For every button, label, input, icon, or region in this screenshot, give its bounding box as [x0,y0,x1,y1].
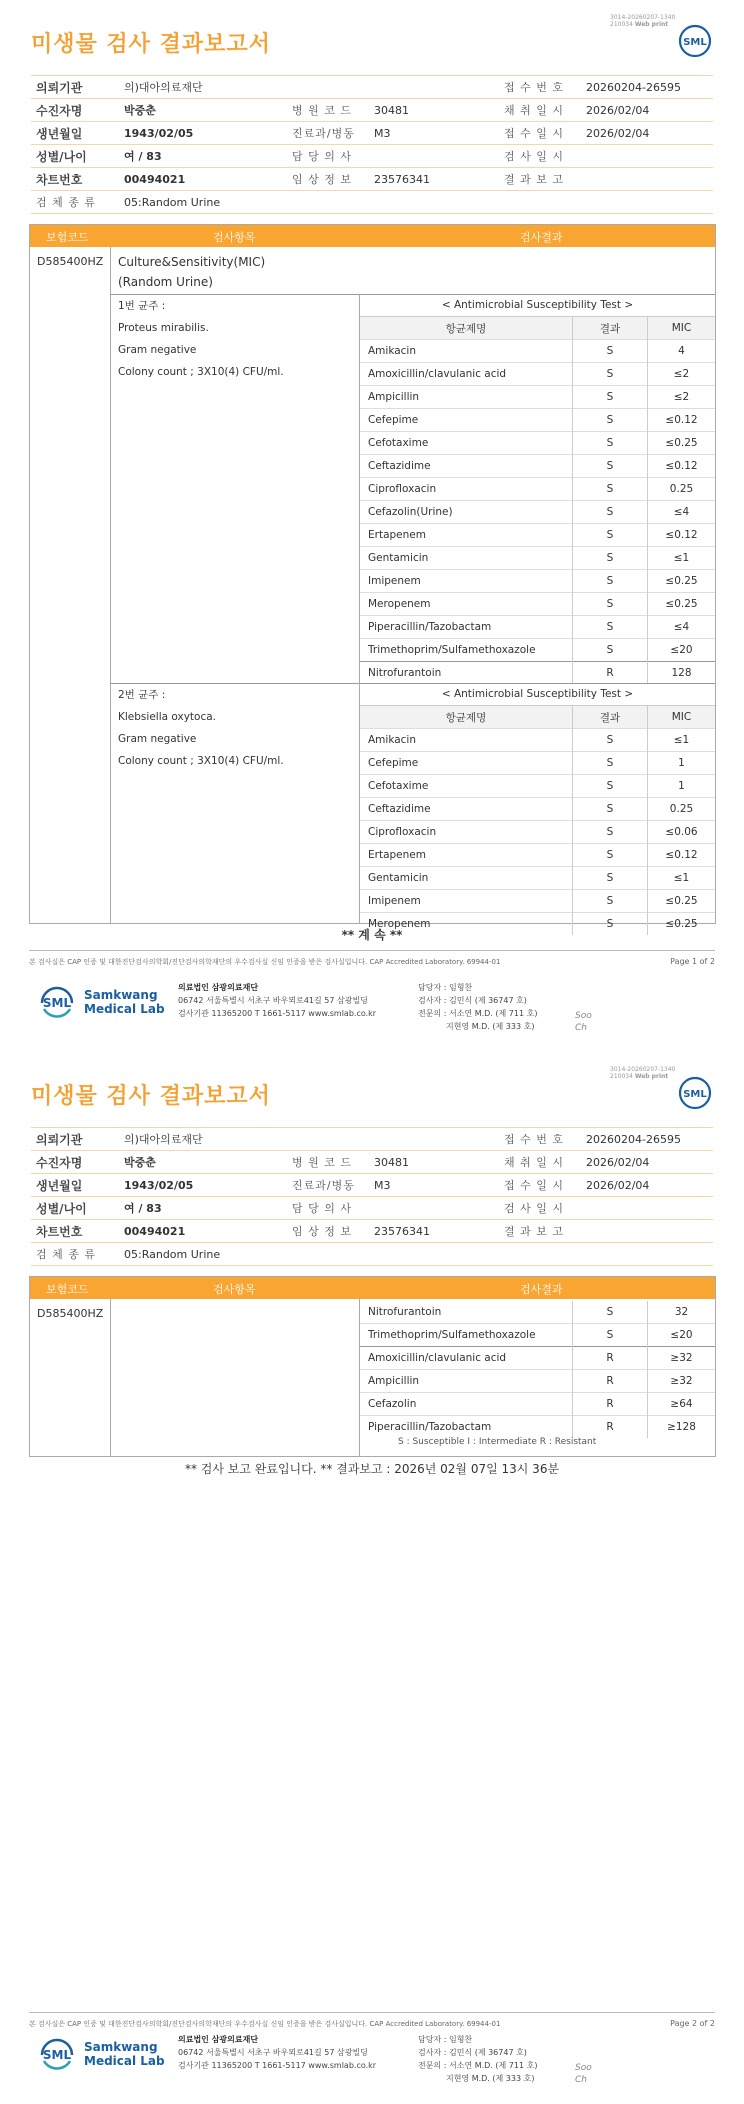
mic-value: 0.25 [648,478,716,501]
clin-label: 임 상 정 보 [287,168,369,191]
drug-name: Cefotaxime [360,432,573,455]
svg-text:SML: SML [683,1089,707,1100]
gram-stain: Gram negative [118,733,197,745]
ast-row [360,1347,715,1370]
mic-value: ≤0.12 [648,844,716,867]
mic-value: 32 [674,1306,689,1318]
mic-value: 1 [648,752,716,775]
result-legend: S : Susceptible I : Intermediate R : Resistant [398,1437,597,1447]
mic-value: ≤2 [648,386,716,409]
gram-stain: Gram negative [118,344,197,356]
susceptibility-result: S [573,478,648,501]
drug-name: Ampicillin [360,386,573,409]
sex-label: 성별/나이 [31,1197,119,1220]
signature [575,1010,592,1034]
clin-label: 임 상 정 보 [287,1220,369,1243]
sml-logo-icon [36,982,78,1024]
sex-value: 여 / 83 [119,145,287,168]
susceptibility-result: S [573,1301,648,1324]
susceptibility-result: S [573,524,648,547]
susceptibility-result: S [573,432,648,455]
susceptibility-result: S [573,913,648,936]
lab-name: 의료법인 삼광의료재단 [178,2035,259,2044]
hospcode-value: 30481 [369,99,499,122]
susceptibility-result: S [573,547,648,570]
recv-date-label: 접 수 일 시 [499,1174,581,1197]
hospcode-label: 병 원 코 드 [287,99,369,122]
brand-line2: Medical Lab [84,2054,165,2068]
collect-value: 2026/02/04 [581,1151,713,1174]
hospcode-value: 30481 [369,1151,499,1174]
drug-name: Amikacin [360,340,573,363]
dept-value: M3 [369,122,499,145]
susceptibility-result: S [573,639,648,662]
clin-value: 23576341 [369,1220,499,1243]
susceptibility-result: S [573,752,648,775]
ast-row [360,729,715,752]
header-result: 검사결과 [520,1283,563,1296]
mic-value: 1 [648,775,716,798]
ast-row [360,409,715,432]
susceptibility-result: S [573,386,648,409]
ast-row [360,775,715,798]
drug-name: Cefepime [360,752,573,775]
collect-label: 채 취 일 시 [499,1151,581,1174]
ast-row [360,890,715,913]
ast-row [360,798,715,821]
org-value: 의)대아의료재단 [119,1128,499,1151]
continued-note: ** 계 속 ** [341,928,403,942]
susceptibility-result: S [573,570,648,593]
ast-row [360,478,715,501]
susceptibility-result: R [573,1370,648,1393]
recv-no-value: 20260204-26595 [581,1128,713,1151]
susceptibility-result: S [573,867,648,890]
hospcode-label: 병 원 코 드 [287,1151,369,1174]
ast-row [360,821,715,844]
drug-name: Ceftazidime [360,455,573,478]
col-drug: 항균제명 [360,706,573,729]
report-value [581,168,713,191]
susceptibility-result: S [573,593,648,616]
drug-name: Nitrofurantoin [360,662,573,685]
sex-label: 성별/나이 [31,145,119,168]
mic-value: ≤0.12 [648,409,716,432]
sex-value: 여 / 83 [119,1197,287,1220]
mic-value: ≤1 [648,547,716,570]
staff-line4: 지현영 M.D. (제 333 호) [418,1022,535,1031]
susceptibility-result: S [573,729,648,752]
brand-line1: Samkwang [84,988,158,1002]
header-result: 검사결과 [520,231,563,244]
organism-name: Klebsiella oxytoca. [118,711,216,723]
ast-row [360,547,715,570]
cert-text: 본 검사실은 CAP 인증 및 대한진단검사의학회/진단검사의학재단의 우수검사실 신임 인증을 받은 검사실입니다. CAP Accredited Laboratory. 69944-01 [29,2020,501,2028]
birth-value: 1943/02/05 [119,1174,287,1197]
mic-value: ≥128 [648,1416,716,1439]
lab-info [178,2033,376,2072]
test-name-line1: Culture&Sensitivity(MIC) [118,255,266,269]
print-stamp-line1: 3014-20260207-1340 [610,1066,676,1073]
drug-name: Meropenem [360,913,573,936]
ast-row [360,501,715,524]
report-page-1 [0,0,744,1033]
brand-line2: Medical Lab [84,1002,165,1016]
drug-name: Nitrofurantoin [360,1301,573,1324]
mic-value: ≥32 [648,1347,716,1370]
brand-name [84,988,165,1016]
report-page-2 [0,1052,744,2104]
doctor-label: 담 당 의 사 [287,1197,369,1220]
test-date-value [581,1197,713,1220]
susceptibility-result: S [573,890,648,913]
drug-name: Trimethoprim/Sulfamethoxazole [360,639,573,662]
col-divider [110,247,111,923]
susceptibility-result: S [573,798,648,821]
recv-no-value: 20260204-26595 [581,76,713,99]
header-item: 검사항목 [213,231,256,244]
mic-value: ≤2 [648,363,716,386]
drug-name: Ertapenem [360,524,573,547]
signature [575,2062,592,2086]
birth-label: 생년월일 [31,122,119,145]
ast-row [360,363,715,386]
recv-date-label: 접 수 일 시 [499,122,581,145]
signature-1: Soo [575,1011,592,1021]
print-stamp-line2: 210034 Web print [610,1073,669,1080]
ast-row [360,1416,715,1439]
lab-contact: 검사기관 11365200 T 1661-5117 www.smlab.co.kr [178,1009,377,1018]
drug-name: Cefotaxime [360,775,573,798]
mic-value: ≤0.25 [648,432,716,455]
ast-table-1 [360,294,715,684]
page-number: Page 2 of 2 [670,2019,715,2028]
footer-cert [29,950,715,981]
brand-block [36,2034,166,2074]
insurance-code: D585400HZ [37,1307,104,1320]
name-value: 박중춘 [119,99,287,122]
doctor-value [369,1197,499,1220]
signature-1: Soo [575,2063,592,2073]
drug-name: Imipenem [360,570,573,593]
staff-line3: 전문의 : 서소연 M.D. (제 711 호) [418,1009,538,1018]
test-date-label: 검 사 일 시 [499,1197,581,1220]
ast-row [360,616,715,639]
ast-table-2 [360,683,715,935]
susceptibility-result: R [573,1347,648,1370]
name-label: 수진자명 [31,99,119,122]
mic-value: ≤0.25 [648,913,716,936]
susceptibility-result: R [573,1393,648,1416]
drug-name: Meropenem [360,593,573,616]
test-date-label: 검 사 일 시 [499,145,581,168]
patient-info-table [31,1127,713,1266]
ast-row [360,1301,715,1324]
mic-value: ≤0.25 [648,570,716,593]
col-result: 결과 [573,317,648,340]
svg-text:SML: SML [42,2048,72,2062]
isolate-label: 1번 균주 : [118,300,166,312]
staff-line1: 담당자 : 임형찬 [418,2035,473,2044]
sml-logo-icon [678,1076,712,1110]
sml-logo-icon [36,2034,78,2076]
susceptibility-result: S [573,455,648,478]
drug-name: Amoxicillin/clavulanic acid [360,1347,573,1370]
recv-no-label: 접 수 번 호 [499,76,581,99]
svg-text:SML: SML [683,37,707,48]
result-table [29,224,716,930]
recv-date-value: 2026/02/04 [581,1174,713,1197]
result-table [29,1276,716,1457]
susceptibility-result: S [573,616,648,639]
staff-line2: 검사자 : 김민식 (제 36747 호) [418,2048,527,2057]
ast-row [360,752,715,775]
print-stamp-line1: 3014-20260207-1340 [610,14,676,21]
print-stamp-line2: 210034 Web print [610,21,669,28]
chart-label: 차트번호 [31,168,119,191]
brand-name [84,2040,165,2068]
test-date-value [581,145,713,168]
ast-row [360,524,715,547]
name-value: 박중춘 [119,1151,287,1174]
susceptibility-result: S [573,363,648,386]
susceptibility-result: S [573,775,648,798]
mic-value: ≤20 [648,1324,716,1347]
drug-name: Gentamicin [360,547,573,570]
ast-caption: < Antimicrobial Susceptibility Test > [441,688,634,700]
colony-count: Colony count ; 3X10(4) CFU/ml. [118,366,284,378]
drug-name: Cefazolin [360,1393,573,1416]
susceptibility-result: S [573,821,648,844]
mic-value: ≤4 [648,501,716,524]
isolate-label: 2번 균주 : [118,689,166,701]
patient-info-table [31,75,713,214]
drug-name: Ciprofloxacin [360,821,573,844]
lab-address: 06742 서울특별시 서초구 바우뫼로41길 57 삼광빌딩 [178,2048,368,2057]
doctor-label: 담 당 의 사 [287,145,369,168]
brand-line1: Samkwang [84,2040,158,2054]
isolate2-info [118,684,284,772]
page-number: Page 1 of 2 [670,957,715,966]
specimen-label: 검 체 종 류 [31,1243,119,1266]
drug-name: Ertapenem [360,844,573,867]
ast-row [360,570,715,593]
staff-line3: 전문의 : 서소연 M.D. (제 711 호) [418,2061,538,2070]
dept-value: M3 [369,1174,499,1197]
ast-row [360,593,715,616]
chart-value: 00494021 [119,1220,287,1243]
mic-value: ≤0.25 [648,593,716,616]
ast-row [360,340,715,363]
staff-line2: 검사자 : 김민식 (제 36747 호) [418,996,527,1005]
report-label: 결 과 보 고 [499,168,581,191]
col-mic: MIC [648,317,716,340]
report-title: 미생물 검사 결과보고서 [31,32,271,57]
ast-row [360,1324,715,1347]
ast-row [360,639,715,662]
name-label: 수진자명 [31,1151,119,1174]
collect-value: 2026/02/04 [581,99,713,122]
report-value [581,1220,713,1243]
susceptibility-result: S [573,1324,648,1347]
report-complete-note: ** 검사 보고 완료입니다. ** 결과보고 : 2026년 02월 07일 13시 36분 [184,1462,560,1476]
drug-name: Ciprofloxacin [360,478,573,501]
chart-label: 차트번호 [31,1220,119,1243]
doctor-value [369,145,499,168]
mic-value: ≥64 [648,1393,716,1416]
header-item: 검사항목 [213,1283,256,1296]
susceptibility-result: S [573,844,648,867]
mic-value: ≤0.12 [648,524,716,547]
staff-line1: 담당자 : 임형찬 [418,983,473,992]
drug-name: Gentamicin [360,867,573,890]
mic-value: ≤20 [648,639,716,662]
lab-name: 의료법인 삼광의료재단 [178,983,259,992]
ast-table-2-cont [360,1301,715,1438]
drug-name: Amikacin [360,729,573,752]
sml-logo-icon [678,24,712,58]
drug-name: Ampicillin [360,1370,573,1393]
header-code: 보험코드 [46,1283,89,1296]
test-name-line2: (Random Urine) [118,275,213,289]
drug-name: Piperacillin/Tazobactam [360,1416,573,1439]
specimen-label: 검 체 종 류 [31,191,119,214]
drug-name: Trimethoprim/Sulfamethoxazole [360,1324,573,1347]
svg-text:SML: SML [42,996,72,1010]
drug-name: Piperacillin/Tazobactam [360,616,573,639]
report-label: 결 과 보 고 [499,1220,581,1243]
chart-value: 00494021 [119,168,287,191]
isolate1-info [118,295,284,383]
staff-info [418,981,537,1033]
signature-2: Ch [575,2075,587,2085]
susceptibility-result: R [573,1416,648,1439]
birth-value: 1943/02/05 [119,122,287,145]
ast-row [360,662,715,685]
mic-value: ≤0.06 [648,821,716,844]
ast-row [360,867,715,890]
test-name [118,252,265,292]
result-table-header [30,225,715,247]
print-stamp [610,14,675,28]
col-result: 결과 [573,706,648,729]
susceptibility-result: S [573,409,648,432]
col-mic: MIC [648,706,716,729]
susceptibility-result: S [573,501,648,524]
mic-value: ≤0.25 [648,890,716,913]
staff-line4: 지현영 M.D. (제 333 호) [418,2074,535,2083]
col-divider [110,1299,111,1456]
ast-row [360,455,715,478]
mic-value: 128 [648,662,716,685]
print-stamp [610,1066,675,1080]
report-title: 미생물 검사 결과보고서 [31,1084,271,1109]
header-code: 보험코드 [46,231,89,244]
ast-caption: < Antimicrobial Susceptibility Test > [441,299,634,311]
drug-name: Cefepime [360,409,573,432]
recv-date-value: 2026/02/04 [581,122,713,145]
ast-row [360,432,715,455]
dept-label: 진료과/병동 [287,122,369,145]
organism-name: Proteus mirabilis. [118,322,209,334]
ast-row [360,1393,715,1416]
mic-value: ≤1 [648,867,716,890]
lab-info [178,981,376,1020]
signature-2: Ch [575,1023,587,1033]
clin-value: 23576341 [369,168,499,191]
collect-label: 채 취 일 시 [499,99,581,122]
staff-info [418,2033,537,2085]
drug-name: Cefazolin(Urine) [360,501,573,524]
mic-value: ≤1 [648,729,716,752]
insurance-code: D585400HZ [37,255,104,268]
specimen-value: 05:Random Urine [119,1243,713,1266]
dept-label: 진료과/병동 [287,1174,369,1197]
susceptibility-result: R [573,662,648,685]
lab-contact: 검사기관 11365200 T 1661-5117 www.smlab.co.kr [178,2061,377,2070]
recv-no-label: 접 수 번 호 [499,1128,581,1151]
ast-row [360,1370,715,1393]
drug-name: Imipenem [360,890,573,913]
mic-value: 0.25 [648,798,716,821]
cert-text: 본 검사실은 CAP 인증 및 대한진단검사의학회/진단검사의학재단의 우수검사실 신임 인증을 받은 검사실입니다. CAP Accredited Laboratory. 69944-01 [29,958,501,966]
mic-value: 4 [648,340,716,363]
org-value: 의)대아의료재단 [119,76,499,99]
org-label: 의뢰기관 [31,76,119,99]
col-drug: 항균제명 [360,317,573,340]
mic-value: ≤4 [648,616,716,639]
birth-label: 생년월일 [31,1174,119,1197]
mic-value: ≤0.12 [648,455,716,478]
drug-name: Amoxicillin/clavulanic acid [360,363,573,386]
org-label: 의뢰기관 [31,1128,119,1151]
specimen-value: 05:Random Urine [119,191,713,214]
ast-row [360,386,715,409]
susceptibility-result: S [573,340,648,363]
mic-value: ≥32 [648,1370,716,1393]
lab-address: 06742 서울특별시 서초구 바우뫼로41길 57 삼광빌딩 [178,996,368,1005]
colony-count: Colony count ; 3X10(4) CFU/ml. [118,755,284,767]
result-table-header [30,1277,715,1299]
ast-row [360,844,715,867]
drug-name: Ceftazidime [360,798,573,821]
brand-block [36,982,166,1022]
